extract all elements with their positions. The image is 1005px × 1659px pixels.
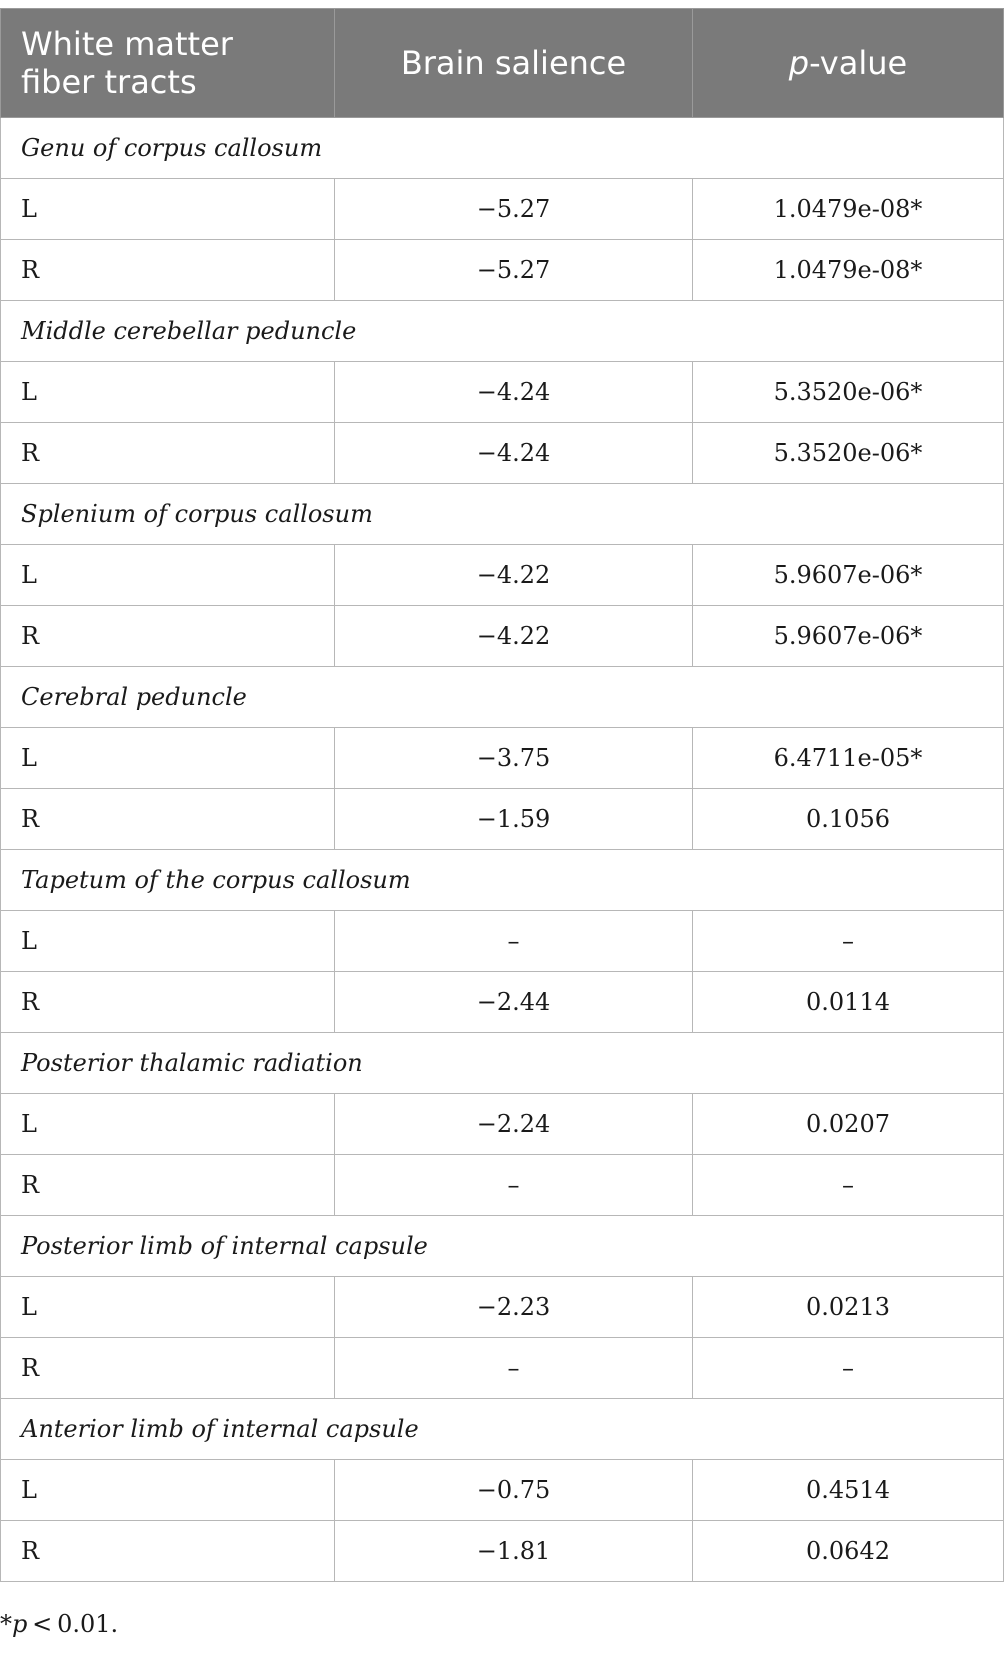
group-label: Middle cerebellar peduncle: [1, 301, 1004, 362]
salience-cell: –: [335, 1338, 693, 1399]
group-row: [1, 1216, 1004, 1277]
p-value-cell: 0.1056: [693, 789, 1004, 850]
group-label: Posterior limb of internal capsule: [1, 1216, 1004, 1277]
side-cell: R: [1, 972, 335, 1033]
footnote-threshold: < 0.01.: [27, 1610, 119, 1638]
salience-cell: −4.24: [335, 362, 693, 423]
side-cell: L: [1, 1460, 335, 1521]
salience-cell: –: [335, 911, 693, 972]
p-value-cell: 6.4711e-05*: [693, 728, 1004, 789]
table-header: [1, 9, 1004, 118]
side-cell: R: [1, 606, 335, 667]
header-p-rest: -value: [809, 44, 908, 82]
p-value-cell: 0.4514: [693, 1460, 1004, 1521]
group-row: [1, 1033, 1004, 1094]
group-label: Splenium of corpus callosum: [1, 484, 1004, 545]
side-cell: R: [1, 789, 335, 850]
table-row: [1, 362, 1004, 423]
group-label: Genu of corpus callosum: [1, 118, 1004, 179]
salience-cell: −4.24: [335, 423, 693, 484]
group-label: Posterior thalamic radiation: [1, 1033, 1004, 1094]
p-value-cell: –: [693, 1338, 1004, 1399]
p-value-cell: 5.9607e-06*: [693, 606, 1004, 667]
group-label: Tapetum of the corpus callosum: [1, 850, 1004, 911]
footnote-star: *: [0, 1610, 12, 1638]
salience-cell: −5.27: [335, 179, 693, 240]
p-value-cell: 1.0479e-08*: [693, 240, 1004, 301]
table-row: [1, 423, 1004, 484]
footnote: [0, 1610, 118, 1638]
table-row: [1, 545, 1004, 606]
table-row: [1, 1338, 1004, 1399]
side-cell: L: [1, 1094, 335, 1155]
salience-cell: −5.27: [335, 240, 693, 301]
group-row: [1, 118, 1004, 179]
table-row: [1, 1094, 1004, 1155]
table-row: [1, 606, 1004, 667]
side-cell: R: [1, 1521, 335, 1582]
header-fiber-tracts: White matter fiber tracts: [1, 9, 335, 118]
side-cell: R: [1, 1338, 335, 1399]
side-cell: L: [1, 545, 335, 606]
p-value-cell: 5.9607e-06*: [693, 545, 1004, 606]
salience-cell: −3.75: [335, 728, 693, 789]
table-row: [1, 240, 1004, 301]
group-row: [1, 484, 1004, 545]
header-p-italic: p: [788, 44, 810, 82]
table-row: [1, 1460, 1004, 1521]
p-value-cell: 0.0642: [693, 1521, 1004, 1582]
group-label: Anterior limb of internal capsule: [1, 1399, 1004, 1460]
group-row: [1, 301, 1004, 362]
p-value-cell: 0.0114: [693, 972, 1004, 1033]
salience-cell: −1.81: [335, 1521, 693, 1582]
table-body: [1, 118, 1004, 1582]
p-value-cell: 5.3520e-06*: [693, 362, 1004, 423]
salience-cell: −4.22: [335, 606, 693, 667]
salience-cell: –: [335, 1155, 693, 1216]
table-row: [1, 1521, 1004, 1582]
side-cell: R: [1, 423, 335, 484]
p-value-cell: –: [693, 911, 1004, 972]
salience-cell: −2.44: [335, 972, 693, 1033]
footnote-p: p: [12, 1610, 28, 1638]
p-value-cell: 1.0479e-08*: [693, 179, 1004, 240]
side-cell: R: [1, 1155, 335, 1216]
table-row: [1, 789, 1004, 850]
group-row: [1, 1399, 1004, 1460]
side-cell: L: [1, 728, 335, 789]
table-row: [1, 1277, 1004, 1338]
table-row: [1, 1155, 1004, 1216]
salience-cell: −0.75: [335, 1460, 693, 1521]
salience-cell: −1.59: [335, 789, 693, 850]
header-row: [1, 9, 1004, 118]
p-value-cell: –: [693, 1155, 1004, 1216]
side-cell: R: [1, 240, 335, 301]
salience-cell: −2.23: [335, 1277, 693, 1338]
p-value-cell: 0.0207: [693, 1094, 1004, 1155]
table-row: [1, 728, 1004, 789]
group-row: [1, 850, 1004, 911]
p-value-cell: 0.0213: [693, 1277, 1004, 1338]
table-row: [1, 911, 1004, 972]
group-label: Cerebral peduncle: [1, 667, 1004, 728]
side-cell: L: [1, 362, 335, 423]
results-table-container: [0, 8, 1003, 1582]
header-p-value: [693, 9, 1004, 118]
salience-cell: −2.24: [335, 1094, 693, 1155]
results-table: [0, 8, 1004, 1582]
p-value-cell: 5.3520e-06*: [693, 423, 1004, 484]
header-brain-salience: Brain salience: [335, 9, 693, 118]
salience-cell: −4.22: [335, 545, 693, 606]
side-cell: L: [1, 179, 335, 240]
side-cell: L: [1, 1277, 335, 1338]
table-row: [1, 179, 1004, 240]
group-row: [1, 667, 1004, 728]
side-cell: L: [1, 911, 335, 972]
table-row: [1, 972, 1004, 1033]
